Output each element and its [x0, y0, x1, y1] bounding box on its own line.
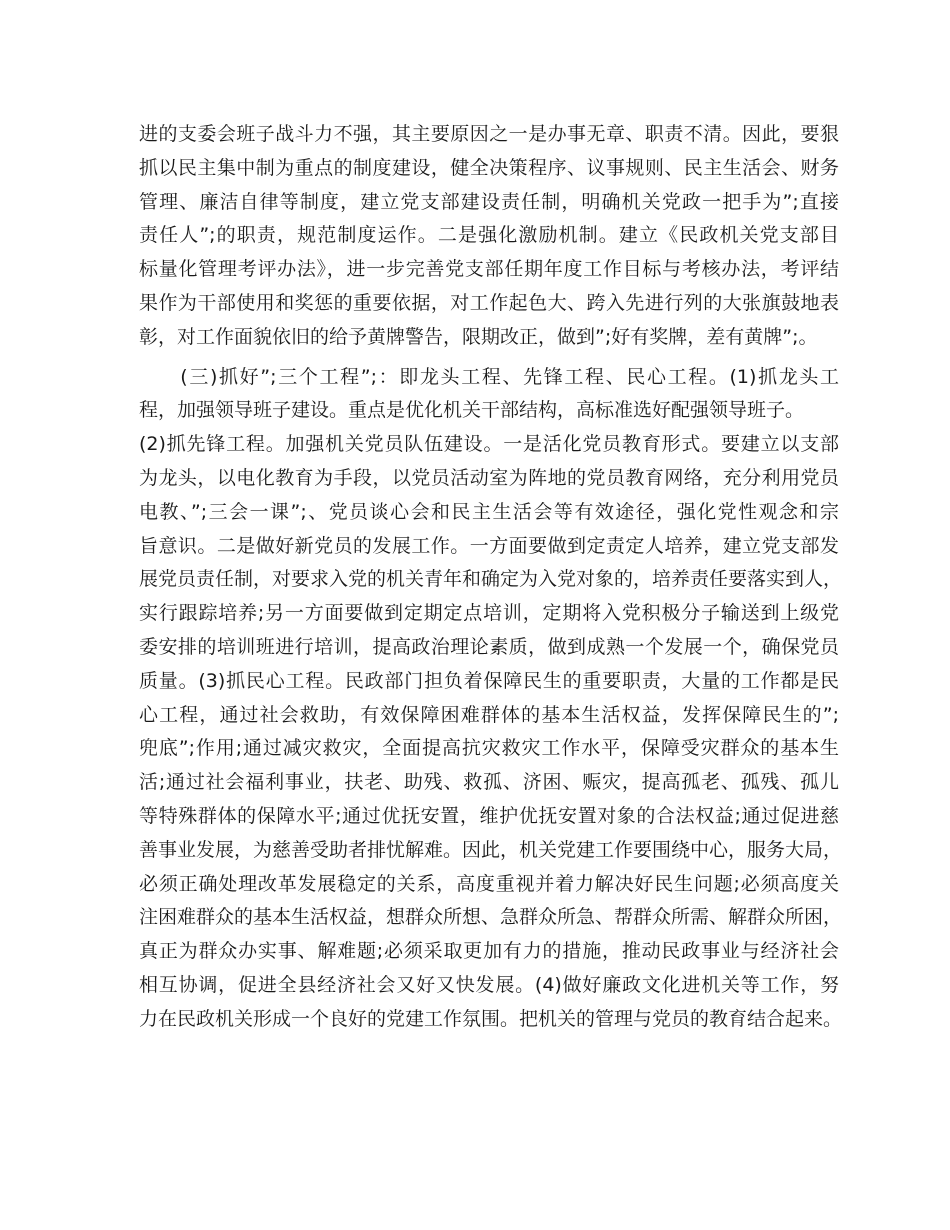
- text-line: 实行跟踪培养;另一方面要做到定期定点培训，定期将入党积极分子输送到上级党: [139, 602, 839, 625]
- text-line: 旨意识。二是做好新党员的发展工作。一方面要做到定责定人培养，建立党支部发: [139, 534, 839, 557]
- text-line: 等特殊群体的保障水平;通过优抚安置，维护优抚安置对象的合法权益;通过促进慈: [139, 804, 839, 827]
- text-line: 相互协调，促进全县经济社会又好又快发展。(4)做好廉政文化进机关等工作，努: [139, 973, 839, 996]
- text-line: 真正为群众办实事、解难题;必须采取更加有力的措施，推动民政事业与经济社会: [139, 940, 839, 963]
- text-line: 展党员责任制，对要求入党的机关青年和确定为入党对象的，培养责任要落实到人，: [139, 568, 843, 591]
- text-line: 善事业发展，为慈善受助者排忧解难。因此，机关党建工作要围绕中心，服务大局，: [139, 838, 843, 861]
- text-line: 彰，对工作面貌依旧的给予黄牌警告，限期改正，做到”;好有奖牌，差有黄牌”;。: [139, 325, 818, 348]
- text-line: 力在民政机关形成一个良好的党建工作氛围。把机关的管理与党员的教育结合起来。: [139, 1007, 843, 1030]
- paragraph-2: [139, 361, 843, 1037]
- text-line: 心工程，通过社会救助，有效保障困难群体的基本生活权益，发挥保障民生的”;: [139, 703, 839, 726]
- text-line: 质量。(3)抓民心工程。民政部门担负着保障民生的重要职责，大量的工作都是民: [139, 669, 839, 692]
- text-line: 活;通过社会福利事业，扶老、助残、救孤、济困、赈灾，提高孤老、孤残、孤儿: [139, 771, 839, 794]
- text-line: (2)抓先锋工程。加强机关党员队伍建设。一是活化党员教育形式。要建立以支部: [139, 433, 839, 456]
- text-line: 兜底”;作用;通过减灾救灾，全面提高抗灾救灾工作水平，保障受灾群众的基本生: [139, 737, 839, 760]
- text-line: (三)抓好”;三个工程”;：即龙头工程、先锋工程、民心工程。(1)抓龙头工: [139, 365, 839, 388]
- paragraph-1: [139, 118, 839, 355]
- text-line: 抓以民主集中制为重点的制度建设，健全决策程序、议事规则、民主生活会、财务: [139, 156, 839, 179]
- text-line: 程，加强领导班子建设。重点是优化机关干部结构，高标准选好配强领导班子。: [139, 399, 805, 422]
- text-line: 必须正确处理改革发展稳定的关系，高度重视并着力解决好民生问题;必须高度关: [139, 872, 839, 895]
- text-line: 责任人”;的职责，规范制度运作。二是强化激励机制。建立《民政机关党支部目: [139, 224, 839, 247]
- text-line: 委安排的培训班进行培训，提高政治理论素质，做到成熟一个发展一个，确保党员: [139, 635, 839, 658]
- text-line: 管理、廉洁自律等制度，建立党支部建设责任制，明确机关党政一把手为”;直接: [139, 190, 839, 213]
- text-line: 进的支委会班子战斗力不强，其主要原因之一是办事无章、职责不清。因此，要狠: [139, 123, 839, 145]
- text-line: 为龙头，以电化教育为手段，以党员活动室为阵地的党员教育网络，充分利用党员: [139, 466, 839, 489]
- text-line: 标量化管理考评办法》，进一步完善党支部任期年度工作目标与考核办法，考评结: [139, 258, 839, 281]
- text-line: 电教、”;三会一课”;、党员谈心会和民主生活会等有效途径，强化党性观念和宗: [139, 500, 839, 523]
- document-body: [139, 118, 843, 1037]
- text-line: 注困难群众的基本生活权益，想群众所想、急群众所急、帮群众所需、解群众所困，: [139, 906, 843, 929]
- text-line: 果作为干部使用和奖惩的重要依据，对工作起色大、跨入先进行列的大张旗鼓地表: [139, 291, 839, 314]
